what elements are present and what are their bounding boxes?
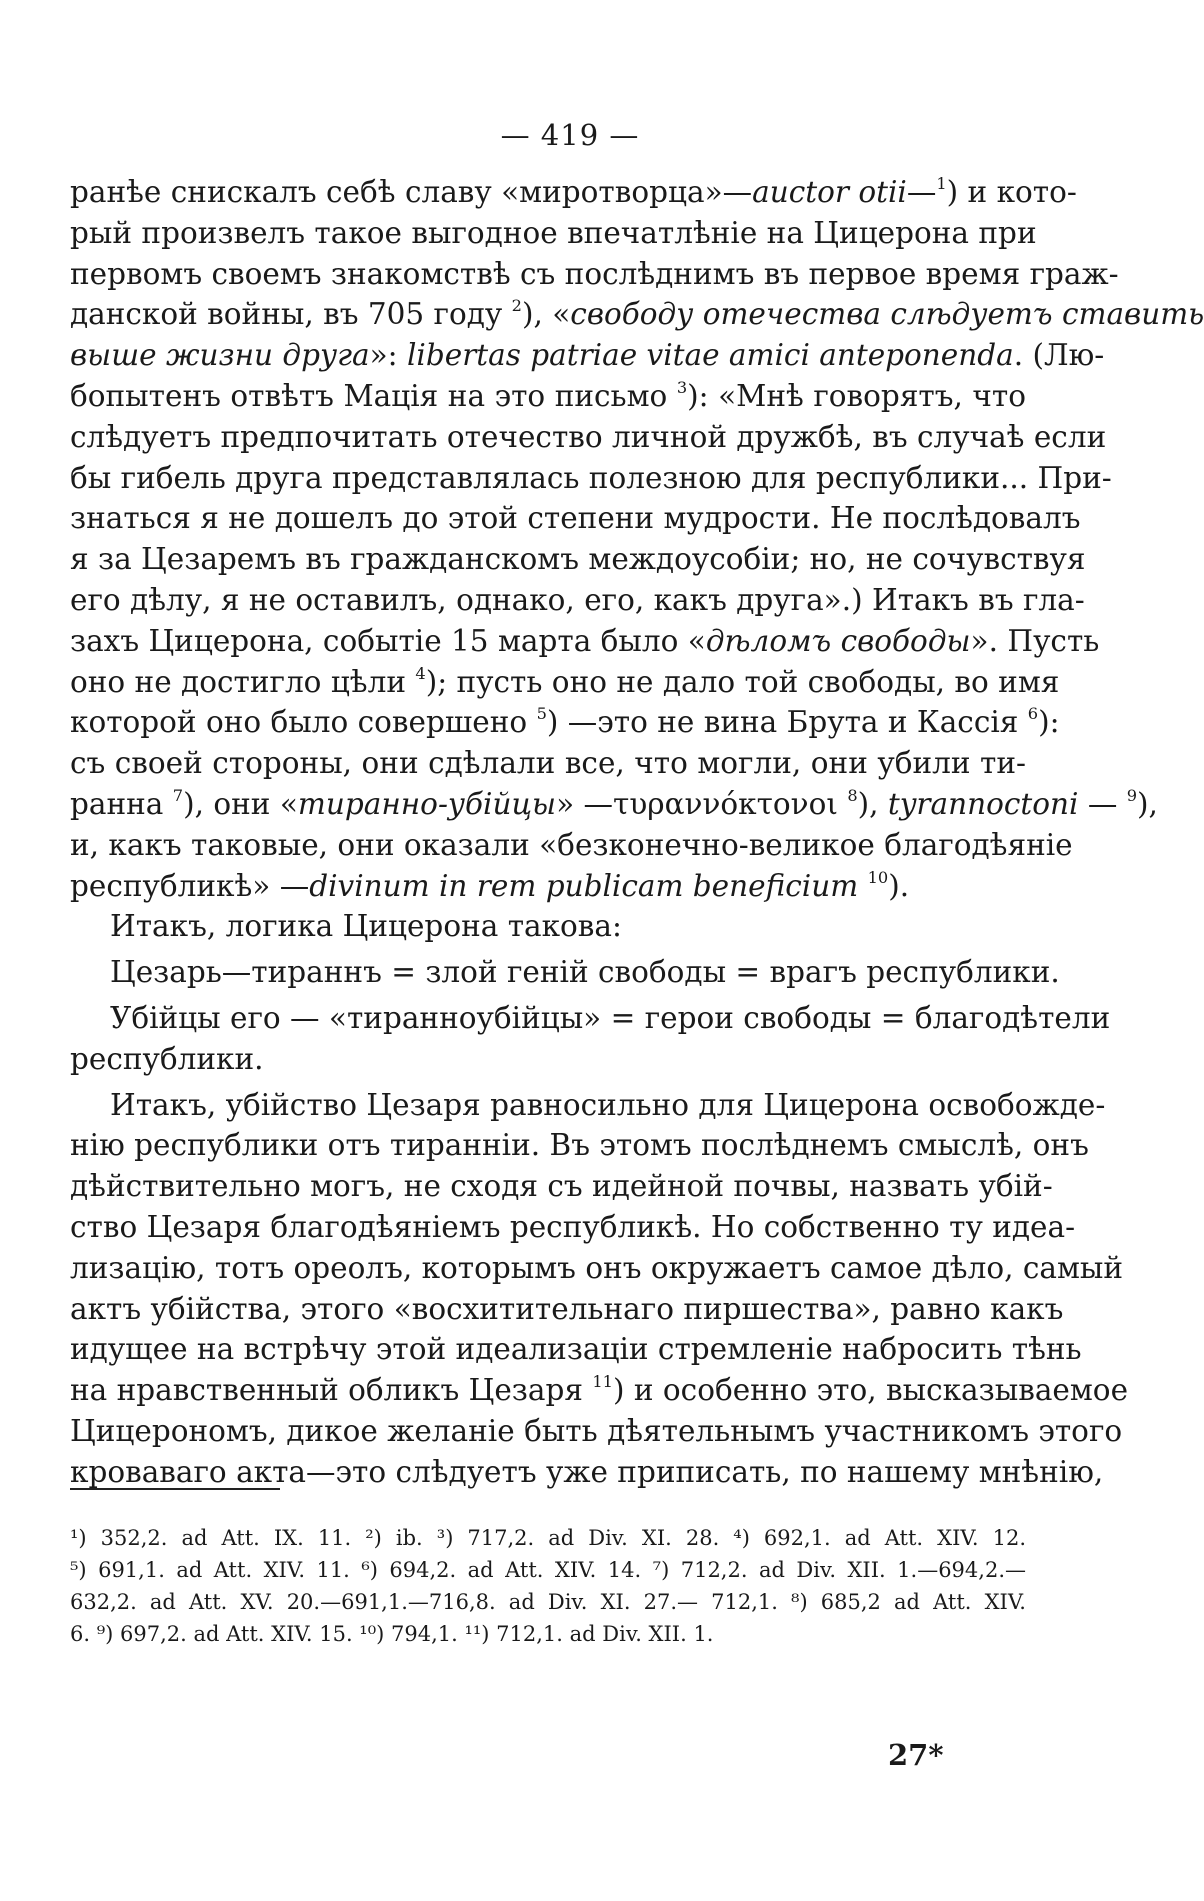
text-line: 6. ⁹) 697,2. ad Att. XIV. 15. ¹⁰) 794,1. ¹¹) 712,1. ad Div. XII. 1.	[70, 1622, 714, 1646]
text-run: ),	[1137, 786, 1158, 821]
text-run: бы гибель друга представлялась полезною для республики... При-	[70, 460, 1112, 495]
italic-phrase: auctor otii	[752, 175, 907, 209]
text-line	[70, 498, 1081, 539]
text-run: оно не достигло цѣли	[70, 664, 416, 699]
text-run: ) —это не вина Брута и Кассія	[546, 705, 1028, 740]
text-run	[858, 869, 867, 903]
text-run: первомъ своемъ знакомствѣ съ послѣднимъ въ первое время граж-	[70, 256, 1119, 291]
text-line	[70, 213, 1037, 254]
text-line: Цицерономъ, дикое желаніе быть дѣятельнымъ участникомъ этого	[70, 1413, 1123, 1448]
text-run: . (Лю-	[1013, 338, 1105, 373]
footnotes	[70, 1522, 1026, 1650]
text-line	[70, 294, 1204, 335]
text-line: Итакъ, убійство Цезаря равносильно для Цицерона освобожде-	[110, 1087, 1106, 1122]
text-line: ¹) 352,2. ad Att. IX. 11. ²) ib. ³) 717,2. ad Div. XI. 28. ⁴) 692,1. ad Att. XIV. 12.	[70, 1526, 1026, 1550]
text-run: республикѣ» —	[70, 868, 310, 903]
italic-phrase: libertas patriae vitae amici anteponenda	[406, 338, 1014, 373]
signature-mark: 27*	[888, 1738, 944, 1772]
text-line	[70, 825, 1073, 866]
italic-phrase: divinum in rem publicam beneficium	[309, 868, 859, 903]
italic-phrase: тиранно-убійцы	[297, 786, 557, 821]
italic-phrase: дѣломъ свободы	[705, 623, 971, 658]
footnote-ref: 10	[867, 867, 889, 887]
text-run: захъ Цицерона, событіе 15 марта было «	[70, 623, 706, 658]
text-run: —	[906, 175, 937, 209]
text-run: данской войны, въ 705 году	[70, 297, 512, 332]
text-run: ), они «	[183, 786, 298, 821]
formula-2-line-2: республики.	[70, 1041, 264, 1076]
text-line	[70, 702, 1060, 743]
text-line	[70, 662, 1060, 703]
text-run: ». Пусть	[970, 623, 1100, 658]
text-line: дѣйствительно могъ, не сходя съ идейной почвы, назвать убій-	[70, 1169, 1053, 1204]
footnote-ref: 1	[936, 174, 947, 194]
footnote-ref: 9	[1126, 785, 1138, 805]
text-run: бопытенъ отвѣтъ Мація на это письмо	[70, 378, 677, 413]
body-text	[70, 172, 1204, 1493]
text-run: ): «Мнѣ говорятъ, что	[687, 378, 1026, 413]
text-run: его дѣлу, я не оставилъ, однако, его, какъ друга».) Итакъ въ гла-	[70, 582, 1085, 617]
text-run: ),	[857, 786, 888, 821]
text-run: »:	[369, 338, 407, 373]
text-run: » —τυραννόκτονοι	[556, 786, 848, 821]
footnote-ref: 4	[415, 663, 426, 683]
text-run: я за Цезаремъ въ гражданскомъ междоусобіи; но, не сочувствуя	[70, 542, 1086, 577]
text-line: кроваваго акта—это слѣдуетъ уже приписать, по нашему мнѣнію,	[70, 1454, 1104, 1489]
footnote-ref: 7	[172, 785, 184, 805]
text-run: ):	[1038, 705, 1060, 740]
text-line	[70, 254, 1119, 295]
text-line: ство Цезаря благодѣяніемъ республикѣ. Но собственно ту идеа-	[70, 1209, 1076, 1244]
footnote-ref: 11	[592, 1372, 613, 1392]
text-line	[70, 417, 1107, 458]
footnote-ref: 6	[1027, 704, 1039, 724]
text-line	[70, 458, 1112, 499]
text-run: ранѣе снискалъ себѣ славу «миротворца»—	[70, 175, 753, 209]
italic-phrase: выше жизни друга	[70, 338, 370, 373]
text-line	[70, 1370, 1129, 1411]
formula-2-line-1: Убійцы его — «тиранноубійцы» = герои свободы = благодѣтели	[110, 1000, 1111, 1035]
footnote-ref: 2	[511, 296, 522, 316]
text-line	[70, 621, 1100, 662]
paragraph-1	[70, 172, 1204, 906]
text-line	[70, 539, 1086, 580]
text-run: знаться я не дошелъ до этой степени мудрости. Не послѣдовалъ	[70, 501, 1081, 536]
paragraph-2: Итакъ, логика Цицерона такова:	[110, 909, 622, 944]
text-line: идущее на встрѣчу этой идеализаціи стремленіе набросить тѣнь	[70, 1332, 1082, 1367]
text-line	[70, 580, 1085, 621]
text-line: ⁵) 691,1. ad Att. XIV. 11. ⁶) 694,2. ad Att. XIV. 14. ⁷) 712,2. ad Div. XII. 1.—694,2.—	[70, 1558, 1026, 1582]
text-run: —	[1078, 786, 1127, 821]
footnote-ref: 8	[847, 785, 858, 805]
text-line: лизацію, тотъ ореолъ, которымъ онъ окружаетъ самое дѣло, самый	[70, 1250, 1124, 1285]
text-line: нію республики отъ тиранніи. Въ этомъ послѣднемъ смыслѣ, онъ	[70, 1128, 1089, 1163]
text-run: ) и кото-	[946, 175, 1077, 209]
text-run: ) и особенно это, высказываемое	[613, 1373, 1129, 1408]
text-line	[70, 784, 1158, 825]
text-line	[70, 335, 1105, 376]
text-line	[70, 172, 1077, 213]
text-line	[70, 743, 1026, 784]
text-run: ), «	[521, 297, 571, 332]
text-run: и, какъ таковые, они оказали «безконечно-великое благодѣяніе	[70, 827, 1073, 862]
footnote-ref: 5	[536, 704, 547, 724]
italic-phrase: tyrannoctoni	[887, 786, 1079, 821]
text-run: съ своей стороны, они сдѣлали все, что могли, они убили ти-	[70, 746, 1026, 781]
text-run: на нравственный обликъ Цезаря	[70, 1373, 593, 1408]
text-line	[70, 376, 1026, 417]
footnote-divider	[70, 1488, 280, 1490]
footnote-ref: 3	[676, 378, 688, 398]
formula-1: Цезарь—тираннъ = злой геній свободы = врагъ республики.	[110, 955, 1060, 990]
text-run: ).	[888, 868, 910, 903]
text-line: 632,2. ad Att. XV. 20.—691,1.—716,8. ad Div. XI. 27.— 712,1. ⁸) 685,2 ad Att. XIV.	[70, 1590, 1026, 1614]
text-run: ); пусть оно не дало той свободы, во имя	[425, 664, 1060, 699]
italic-phrase: свободу отечества слѣдуетъ ставить	[570, 297, 1204, 332]
page-number: — 419 —	[500, 118, 640, 152]
text-line: актъ убійства, этого «восхитительнаго пиршества», равно какъ	[70, 1291, 1064, 1326]
text-run: ранна	[70, 786, 173, 821]
text-run: слѣдуетъ предпочитать отечество личной дружбѣ, въ случаѣ если	[70, 419, 1107, 454]
text-line	[70, 866, 1026, 907]
paragraph-3	[70, 1085, 1129, 1493]
text-run: рый произвелъ такое выгодное впечатлѣніе на Цицерона при	[70, 215, 1037, 250]
text-run: которой оно было совершено	[70, 705, 537, 740]
